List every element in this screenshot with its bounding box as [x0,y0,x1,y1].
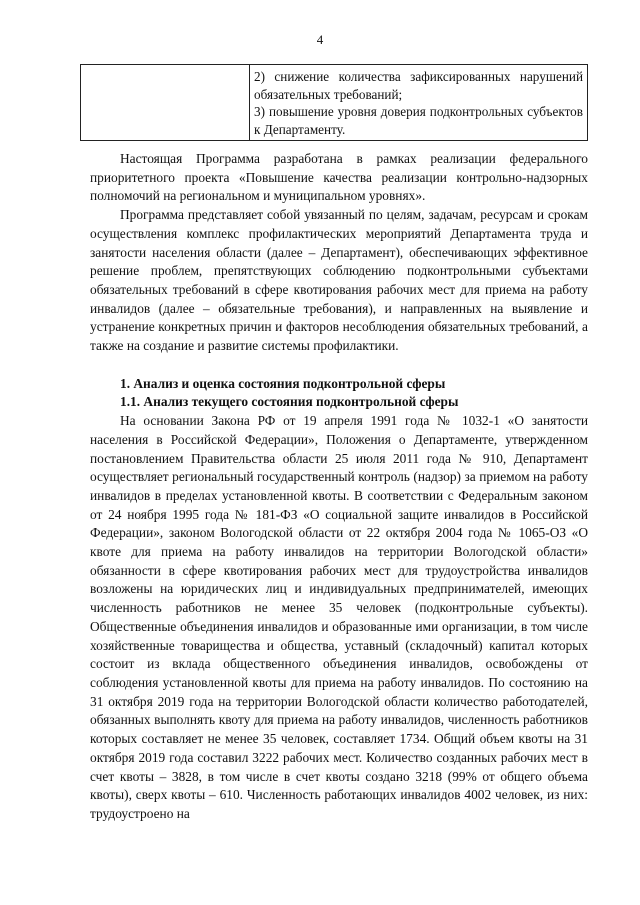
results-table [80,64,588,141]
table-cell-empty [81,65,250,141]
table-row [81,65,588,141]
document-body [90,150,588,824]
paragraph-program-basis: Настоящая Программа разработана в рамках реализации федерального приоритетного проекта «Повышение качества реализации контрольно-надзорных полномочий на региональном и муниципальном уровнях». [90,151,588,204]
paragraph-analysis: На основании Закона РФ от 19 апреля 1991 года № 1032-1 «О занятости населения в Российской Федерации», Положения о Департаменте, утвержденном постановлением Правительства области 25 июля 2011 года № 910, Департамент осуществляет региональный государственный контроль (надзор) за приемом на работу инвалидов в пределах установленной квоты. В соответствии с Федеральным законом от 24 ноября 1995 года № 181-ФЗ «О социальной защите инвалидов в Российской Федерации», законом Вологодской области от 22 октября 2004 года № 1065-ОЗ «О квоте для приема на работу инвалидов на территории Вологодской области» обязанности в сфере квотирования рабочих мест для трудоустройства инвалидов возложены на юридических лиц и индивидуальных предпринимателей, имеющих численность работников не менее 35 человек (подконтрольные субъекты). Общественные объединения инвалидов и образованные ими организации, в том числе хозяйственные товарищества и общества, уставный (складочный) капитал которых состоит из вклада общественного объединения инвалидов, освобождены от соблюдения установленной квоты для приема на работу инвалидов. По состоянию на 31 октября 2019 года на территории Вологодской области количество работодателей, обязанных выполнять квоту для приема на работу инвалидов, численность работников которых составляет не менее 35 человек, составляет 1734. Общий объем квоты на 31 октября 2019 года составил 3222 рабочих мест. Количество созданных рабочих мест в счет квоты – 3828, в том числе в счет квоты создано 3218 (99% от общего объема квоты), сверх квоты – 610. Численность работающих инвалидов 4002 человек, из них: трудоустроено на [90,413,588,821]
table-item-3: 3) повышение уровня доверия подконтрольных субъектов к Департаменту. [254,104,583,137]
table-item-2: 2) снижение количества зафиксированных нарушений обязательных требований; [254,69,583,102]
page-number: 4 [316,32,324,47]
table-cell-results [250,65,588,141]
paragraph-program-description: Программа представляет собой увязанный по целям, задачам, ресурсам и срокам осуществления комплекс профилактических мероприятий Департамента труда и занятости населения области (далее – Департамент), обеспечивающих эффективное решение проблем, препятствующих соблюдению подконтрольными субъектами обязательных требований в сфере квотирования рабочих мест для приема на работу инвалидов (далее – обязательные требования), и направленных на выявление и устранение конкретных причин и факторов несоблюдения обязательных требований, а также на создание и развитие системы профилактики. [90,207,588,354]
section-heading: 1. Анализ и оценка состояния подконтрольной сферы [120,375,446,391]
subsection-heading: 1.1. Анализ текущего состояния подконтрольной сферы [120,394,459,410]
